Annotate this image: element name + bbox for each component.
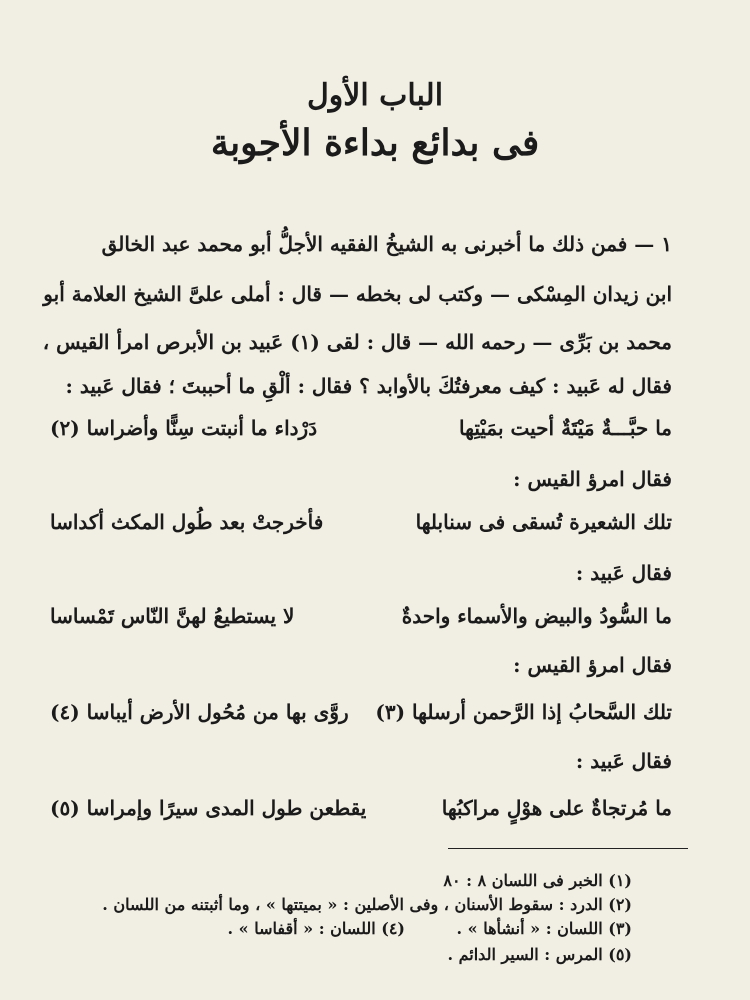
speaker-label: فقال عَبيد : (575, 561, 672, 585)
footnote-separator (448, 848, 688, 849)
chapter-subtitle: فى بدائع بداءة الأجوبة (210, 122, 540, 164)
verse-second-hemistich: يقطعن طول المدى سيرًا وإمراسا (٥) (50, 796, 367, 820)
paragraph-line: فقال له عَبيد : كيف معرفتُكَ بالأوابد ؟ فقال : ألْقِ ما أحببتَ ؛ فقال عَبيد : (65, 374, 672, 398)
footnote: (٢) الدرد : سقوط الأسنان ، وفى الأصلين : « بميتتها » ، وما أثبتنه من اللسان . (102, 895, 632, 914)
paragraph-line: محمد بن بَرِّى — رحمه الله — قال : لقى (١) عَبيد بن الأبرص امرأ القيس ، (42, 330, 672, 354)
verse-line (50, 508, 672, 536)
verse-line (50, 794, 672, 822)
verse-first-hemistich: تلك الشعيرة تُسقى فى سنابلها (415, 510, 672, 534)
verse-line (50, 698, 672, 726)
verse-first-hemistich: ما حبَّـــةٌ مَيْتَةٌ أحيت بمَيْتِها (459, 416, 672, 440)
footnote: (٣) اللسان : « أنشأها » . (456, 919, 632, 938)
speaker-label: فقال امرؤ القيس : (513, 467, 672, 491)
paragraph-line: ١ — فمن ذلك ما أخبرنى به الشيخُ الفقيه الأجلُّ أبو محمد عبد الخالق (101, 232, 672, 256)
paragraph-line: ابن زيدان المِسْكى — وكتب لى بخطه — قال : أملى علىَّ الشيخ العلامة أبو (43, 282, 672, 306)
footnote: (٤) اللسان : « أقفاسا » . (227, 919, 405, 938)
verse-first-hemistich: ما السُّودُ والبيض والأسماء واحدةٌ (401, 604, 672, 628)
footnote: (١) الخبر فى اللسان ٨ : ٨٠ (443, 871, 632, 890)
verse-line (50, 414, 672, 442)
verse-second-hemistich: دَرْداء ما أنبتت سِنًّا وأضراسا (٢) (50, 416, 318, 440)
speaker-label: فقال امرؤ القيس : (513, 653, 672, 677)
footnote: (٥) المرس : السير الدائم . (447, 945, 632, 964)
verse-first-hemistich: ما مُرتجاةٌ على هوْلٍ مراكبُها (441, 796, 672, 820)
verse-line (50, 602, 672, 630)
verse-second-hemistich: فأخرجتْ بعد طُول المكث أكداسا (50, 510, 324, 534)
chapter-title: الباب الأول (306, 78, 444, 113)
verse-first-hemistich: تلك السَّحابُ إذا الرَّحمن أرسلها (٣) (375, 700, 672, 724)
verse-second-hemistich: لا يستطيعُ لهنَّ النّاس تَمْساسا (50, 604, 295, 628)
verse-second-hemistich: روَّى بها من مُحُول الأرض أيباسا (٤) (50, 700, 349, 724)
speaker-label: فقال عَبيد : (575, 749, 672, 773)
